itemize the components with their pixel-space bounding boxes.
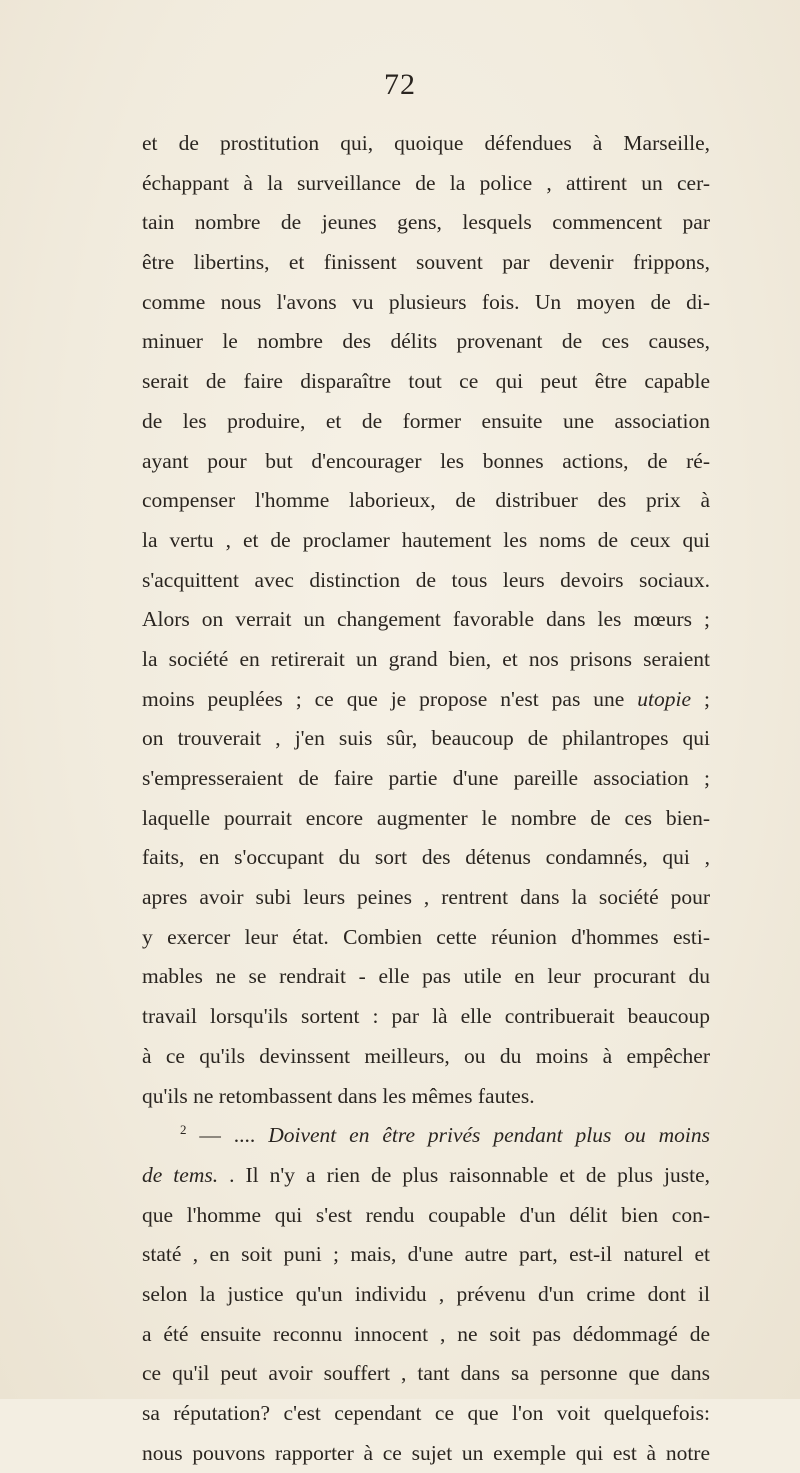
text-line [142,362,710,402]
text-line [142,1156,710,1196]
text-span: a été ensuite reconnu innocent , ne soit pas dédommagé de [142,1321,710,1346]
text-span: minuer le nombre des délits provenant de ces causes, [142,329,710,354]
text-span: s'acquittent avec distinction de tous leurs devoirs sociaux. [142,567,710,592]
text-span: qu'ils ne retombassent dans les mêmes fautes. [142,1083,535,1108]
text-span: on trouverait , j'en suis sûr, beaucoup de philantropes qui [142,726,710,751]
text-line [142,1275,710,1315]
text-span: Alors on verrait un changement favorable dans les mœurs ; [142,607,710,632]
text-span: à ce qu'ils devinssent meilleurs, ou du moins à empêcher [142,1043,710,1068]
text-span: serait de faire disparaître tout ce qui peut être capable [142,369,710,394]
text-line [142,124,710,164]
text-span: ce qu'il peut avoir souffert , tant dans sa personne que dans [142,1361,710,1386]
text-line [142,957,710,997]
text-span: la vertu , et de proclamer hautement les noms de ceux qui [142,527,710,552]
text-line [142,561,710,601]
text-span: comme nous l'avons vu plusieurs fois. Un moyen de di- [142,289,710,314]
text-line [142,1315,710,1355]
text-line [142,918,710,958]
text-span: sa réputation? c'est cependant ce que l'on voit quelquefois: [142,1401,710,1425]
text-span: laquelle pourrait encore augmenter le nombre de ces bien- [142,805,710,830]
text-span: — .... [186,1123,269,1148]
footnote-line [142,1116,710,1156]
text-line [142,1037,710,1077]
text-line [142,799,710,839]
italic-text: de tems. [142,1162,219,1187]
text-span: travail lorsqu'ils sortent : par là elle contribuerait beaucoup [142,1004,710,1029]
text-line [142,203,710,243]
text-line [142,1434,710,1473]
text-line [142,680,710,720]
text-span: compenser l'homme laborieux, de distribuer des prix à [142,488,710,513]
text-line [142,322,710,362]
text-span: mables ne se rendrait - elle pas utile en leur procurant du [142,964,710,989]
text-span: que l'homme qui s'est rendu coupable d'un délit bien con- [142,1202,710,1227]
text-span: de les produire, et de former ensuite une association [142,408,710,433]
body-text [142,124,710,1473]
text-span: nous pouvons rapporter à ce sujet un exemple qui est à notre [142,1440,710,1465]
text-line [142,1235,710,1275]
text-line [142,442,710,482]
text-line [142,1354,710,1394]
text-line [142,243,710,283]
text-line [142,759,710,799]
text-line [142,283,710,323]
text-line [142,640,710,680]
footnote-number: 2 [180,1122,187,1138]
text-span: être libertins, et finissent souvent par devenir frippons, [142,250,710,275]
text-span: ; [691,686,710,711]
text-span: . Il n'y a rien de plus raisonnable et de plus juste, [218,1162,710,1187]
text-line [142,1196,710,1236]
text-span: tain nombre de jeunes gens, lesquels commencent par [142,210,710,235]
text-span: échappant à la surveillance de la police , attirent un cer- [142,170,710,195]
text-line [142,997,710,1037]
page-number: 72 [384,68,416,101]
text-line [142,878,710,918]
text-line [142,838,710,878]
text-span: et de prostitution qui, quoique défendues à Marseille, [142,131,710,155]
text-line [142,402,710,442]
text-span: selon la justice qu'un individu , prévenu d'un crime dont il [142,1281,710,1306]
text-span: la société en retirerait un grand bien, et nos prisons seraient [142,646,710,671]
text-line [142,521,710,561]
italic-text: utopie [637,686,692,711]
text-line [142,1394,710,1434]
text-line [142,719,710,759]
text-span: staté , en soit puni ; mais, d'une autre part, est-il naturel et [142,1242,710,1267]
italic-text: Doivent en être privés pendant plus ou moins [268,1123,710,1148]
text-line [142,164,710,204]
text-span: moins peuplées ; ce que je propose n'est pas une [142,686,638,711]
text-line [142,1077,710,1117]
text-line [142,600,710,640]
text-span: ayant pour but d'encourager les bonnes actions, de ré- [142,448,710,473]
text-span: faits, en s'occupant du sort des détenus condamnés, qui , [142,845,710,870]
text-line [142,481,710,521]
text-span: s'empresseraient de faire partie d'une pareille association ; [142,766,710,790]
text-span: y exercer leur état. Combien cette réunion d'hommes esti- [142,924,710,949]
text-span: apres avoir subi leurs peines , rentrent dans la société pour [142,885,710,910]
